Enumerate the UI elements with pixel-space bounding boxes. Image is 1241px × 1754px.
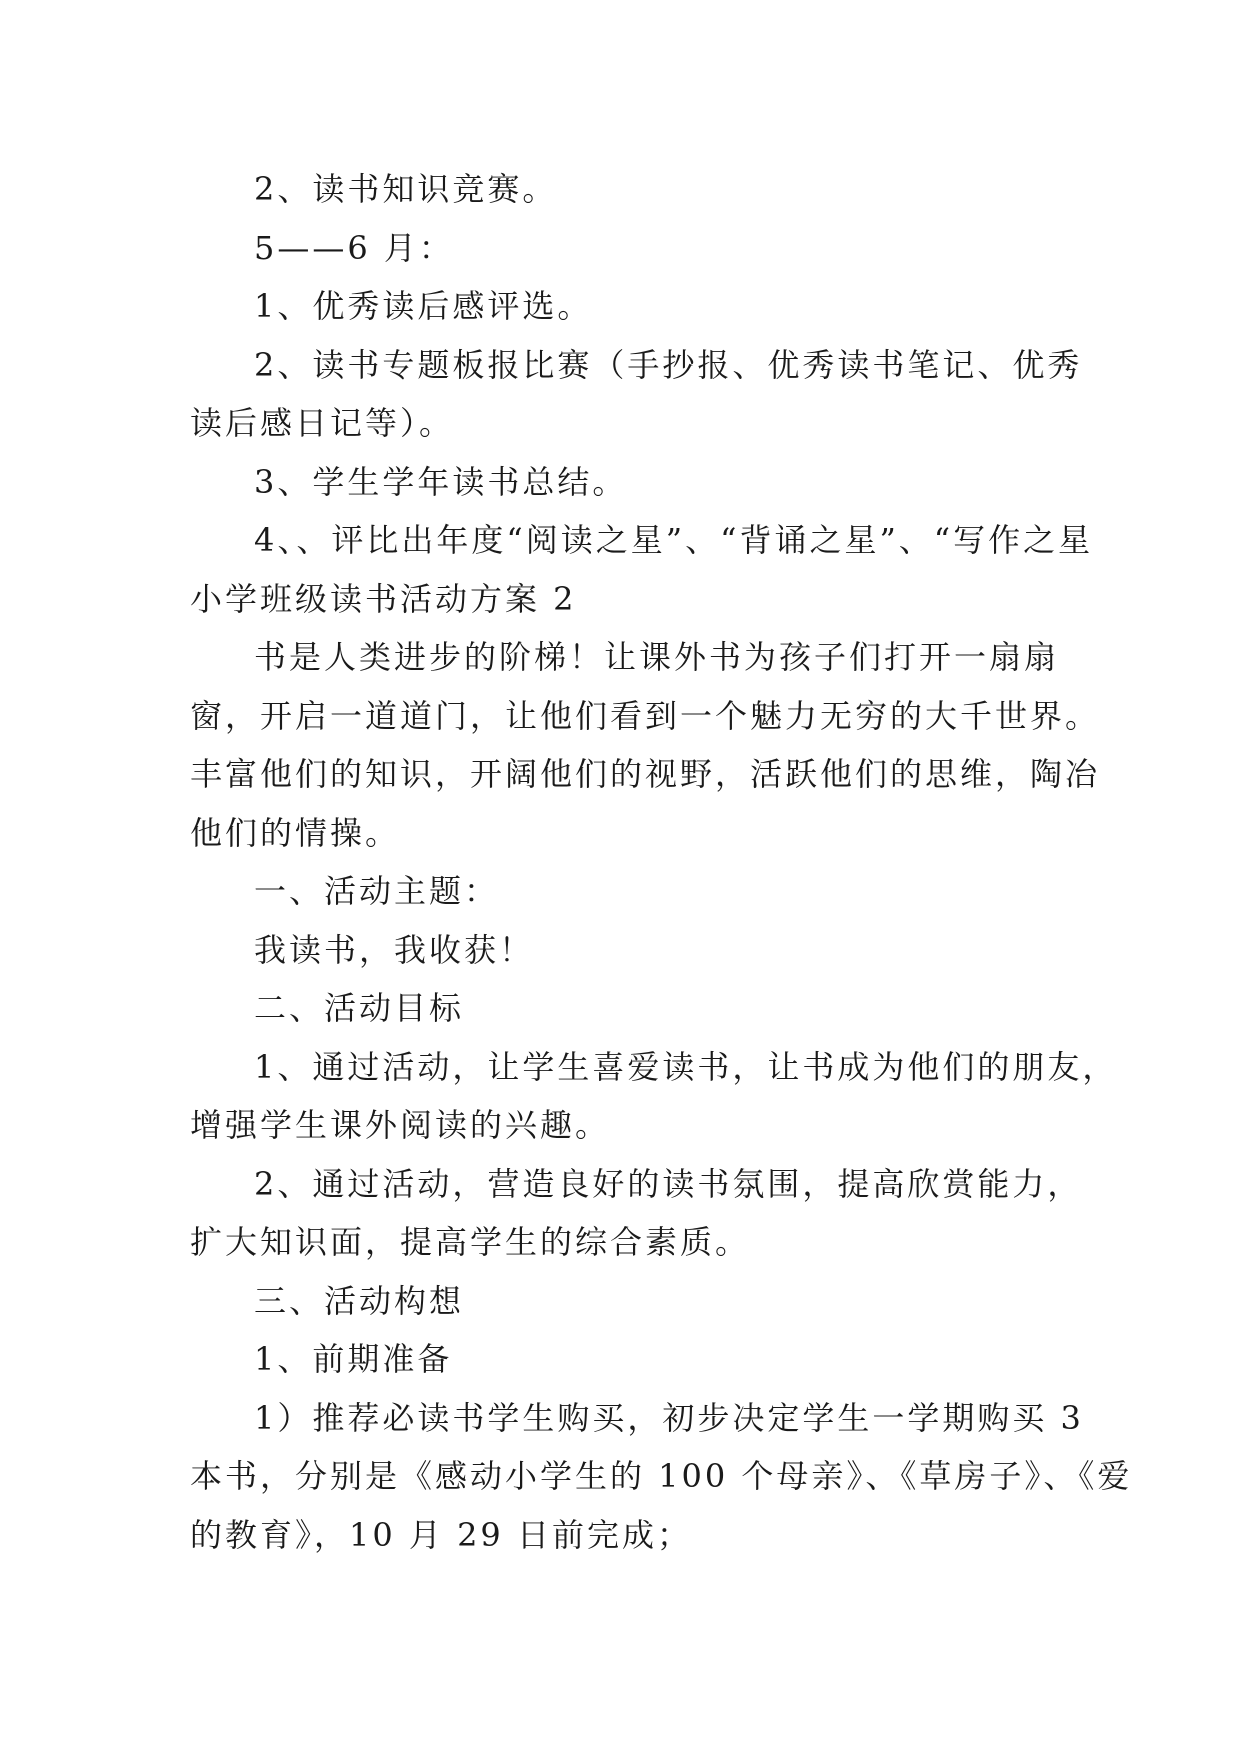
goal-item-1-cont: 增强学生课外阅读的兴趣。 (190, 1106, 611, 1144)
list-item-essay-selection: 1、优秀读后感评选。 (254, 287, 593, 325)
goal-item-2-cont: 扩大知识面，提高学生的综合素质。 (190, 1223, 751, 1261)
document-title: 小学班级读书活动方案 2 (190, 579, 577, 618)
intro-paragraph-line: 他们的情操。 (190, 813, 401, 852)
section-heading-theme: 一、活动主题： (254, 872, 500, 910)
section-heading-goals: 二、活动目标 (254, 989, 465, 1027)
plan-subheading-preparation: 1、前期准备 (254, 1340, 453, 1378)
plan-item-1-cont: 本书，分别是《感动小学生的 100 个母亲》、《草房子》、《爱 (190, 1457, 1133, 1495)
list-item-star-awards: 4、、评比出年度“阅读之星”、“背诵之星”、“写作之星 (254, 521, 1094, 559)
intro-paragraph-line: 书是人类进步的阶梯！让课外书为孩子们打开一扇扇 (254, 638, 1060, 676)
list-item-year-summary: 3、学生学年读书总结。 (254, 462, 628, 501)
goal-item-2: 2、通过活动，营造良好的读书氛围，提高欣赏能力， (254, 1164, 1083, 1203)
section-heading-may-june: 5——6 月： (254, 228, 454, 267)
intro-paragraph-line: 丰富他们的知识，开阔他们的视野，活跃他们的思维，陶冶 (190, 755, 1101, 793)
section-heading-plan: 三、活动构想 (254, 1281, 465, 1320)
theme-text: 我读书，我收获！ (254, 930, 535, 969)
goal-item-1: 1、通过活动，让学生喜爱读书，让书成为他们的朋友， (254, 1047, 1118, 1086)
document-body (190, 160, 1133, 1564)
plan-item-1-cont: 的教育》，10 月 29 日前完成； (190, 1515, 692, 1554)
plan-item-1: 1）推荐必读书学生购买，初步决定学生一学期购买 3 (254, 1398, 1084, 1437)
intro-paragraph-line: 窗，开启一道道门，让他们看到一个魅力无穷的大千世界。 (190, 696, 1101, 735)
list-item-reading-quiz: 2、读书知识竞赛。 (254, 170, 558, 208)
list-item-blackboard-contest: 2、读书专题板报比赛（手抄报、优秀读书笔记、优秀 (254, 345, 1083, 384)
list-item-blackboard-contest-cont: 读后感日记等）。 (190, 404, 455, 442)
